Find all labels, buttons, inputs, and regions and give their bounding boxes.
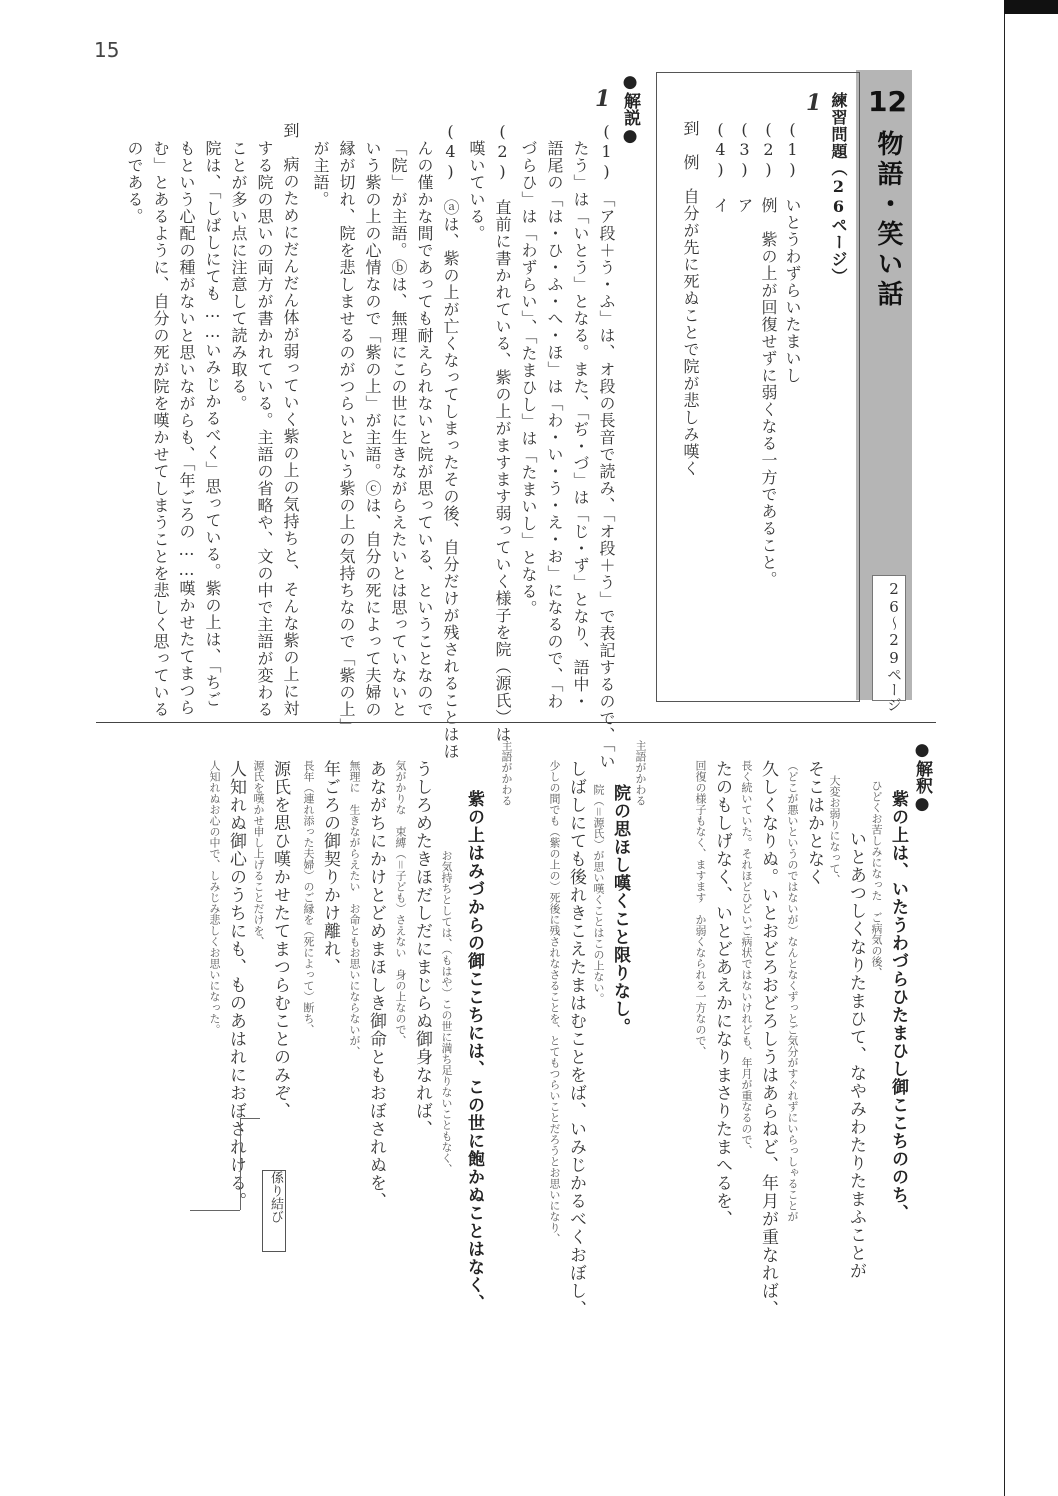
practice-number: 1	[806, 90, 822, 116]
kaishaku-gloss: 長年（連れ添った夫婦）のご縁を（死によって）断ち、	[302, 760, 315, 1035]
kaishaku-text-line: そこはかとなく	[804, 760, 824, 886]
subject-change-tag: 主語がかわる	[500, 740, 513, 806]
kaishaku-heading: ●解釈●	[912, 740, 932, 814]
kaishaku-text-line: あながちにかけとどめまほしき御命ともおぼされぬを、	[366, 760, 386, 1210]
kaishaku-gloss: お気持ちとしては、（もはや）この世に満ち足りないこともなく、	[440, 850, 453, 1175]
kaishaku-gloss: 長く続いていた。それほどひどいご病状ではないけれども、年月が重なるので、	[740, 760, 753, 1156]
kakari-musubi-label: 係り結び	[262, 1170, 286, 1252]
kaisetsu-line: む」とあるように、自分の死が院を嘆かせてしまうことを悲しく思っている	[151, 140, 170, 718]
kaisetsu-line: 「院」が主語。ⓑは、無理にこの世に生きながらえたいとは思っていないと	[389, 140, 408, 718]
scan-edge-top	[1004, 0, 1058, 14]
kaishaku-text-line: しばしにても後れきこえたまはむことをば、いみじかるべくおぼし、	[566, 760, 586, 1318]
kaisetsu-line: 語尾の「は・ひ・ふ・へ・ほ」は「わ・い・う・え・お」になるので、「わ	[545, 140, 564, 710]
chapter-number: 12	[868, 85, 907, 118]
answer-line-4: (4) イ	[711, 120, 730, 214]
scan-edge	[1004, 0, 1058, 1496]
kaisetsu-line: 到 病のためにだんだん体が弱っていく紫の上の気持ちと、そんな紫の上に対	[281, 122, 300, 717]
kakari-connector	[240, 1118, 260, 1119]
chapter-pages: 26〜29ページ	[872, 575, 906, 701]
kaisetsu-line: ことが多い点に注意して読み取る。	[229, 140, 248, 412]
kaisetsu-line: 院は、「しばしにても……いみじかるべく」思っている。紫の上は、「ちご	[203, 140, 222, 708]
kaisetsu-line: いう紫の上の心情なので「紫の上」が主語。ⓒは、自分の死によって夫婦の	[363, 140, 382, 718]
kaisetsu-line: 嘆いている。	[467, 140, 486, 242]
kaishaku-gloss: 無理に 生きながらえたい お命ともお思いにならないが、	[348, 760, 361, 1057]
kaishaku-text-line: 紫の上は、いたうわづらひたまひし御ここちののち、	[888, 790, 908, 1222]
kaishaku-text-line: 年ごろの御契りかけ離れ、	[320, 760, 340, 976]
practice-heading: 練習問題（26ページ）	[829, 92, 848, 285]
kaisetsu-line: づらひ」は「わずらい」、「たまひし」は「たまいし」となる。	[519, 140, 538, 617]
answer-line-1: (1) いとうわずらいたまいし	[783, 120, 802, 384]
kaishaku-text-line: 紫の上はみづからの御ここちには、この世に飽かぬことはなく、	[464, 790, 484, 1312]
kaisetsu-line: んの僅かな間であっても耐えられないと院が思っている、ということなので	[415, 140, 434, 718]
kakari-connector	[240, 1118, 241, 1210]
kaishaku-text-line: 源氏を思ひ嘆かせたてまつらむことのみぞ、	[270, 760, 290, 1120]
answer-line-3: (3) ア	[735, 120, 754, 214]
kaishaku-text-line: 人知れぬ御心のうちにも、ものあはれにおぼされける。	[226, 760, 246, 1210]
kaishaku-gloss: 回復の様子もなく、ますます か弱くなられる一方なので、	[694, 760, 707, 1057]
page-number: 15	[94, 38, 120, 62]
kaishaku-gloss: 院（＝源氏）が思い嘆くことはこの上ない。	[592, 784, 605, 1004]
kaishaku-gloss: 大変お弱りになって、	[828, 775, 841, 885]
kaishaku-text-line: 久しくなりぬ。いとおどろおどろしうはあらねど、年月が重なれば、	[758, 760, 778, 1318]
kaishaku-gloss: 少しの間でも（紫の上の）死後に残されなさることを、とてもつらいことだろうとお思いになり、	[548, 760, 561, 1244]
answer-line-5: 到 例 自分が先に死ぬことで院が悲しみ嘆く	[681, 120, 700, 477]
kaisetsu-line: (2) 直前に書かれている、紫の上がますます弱っていく様子を院（源氏）は	[493, 122, 512, 743]
kaisetsu-line: する院の思いの両方が書かれている。主語の省略や、文の中で主語が変わる	[255, 140, 274, 718]
chapter-title: 物語・笑い話	[873, 130, 903, 310]
answer-line-2: (2) 例 紫の上が回復せずに弱くなる一方であること。	[759, 120, 778, 588]
kaishaku-gloss: 源氏を嘆かせ申し上げることだけを、	[252, 760, 265, 947]
kaisetsu-heading: ●解説●	[620, 72, 640, 146]
kaishaku-text-line: たのもしげなく、いとどあえかになりまさりたまへるを、	[712, 760, 732, 1228]
section-divider	[96, 722, 936, 723]
kaisetsu-line: (1) 「ア段＋う・ふ」は、オ段の長音で読み、「オ段＋う」で表記するので、「い	[597, 122, 616, 770]
kaishaku-gloss: 気がかりな 束縛（＝子ども）さえない 身の上なので、	[394, 760, 407, 1046]
subject-change-tag: 主語がかわる	[634, 740, 647, 806]
kaishaku-gloss: （どこが悪いというのではないが）なんとなくずっとご気分がすぐれずにいらっしゃることが	[786, 760, 799, 1222]
kaisetsu-line: もという心配の種がないと思いながらも、「年ごろの……嘆かせたてまつら	[177, 140, 196, 716]
kaisetsu-number: 1	[595, 86, 611, 112]
kaishaku-text-line: 院の思ほし嘆くこと限りなし。	[610, 784, 630, 1036]
kaishaku-gloss: 人知れぬお心の中で、しみじみ悲しくお思いになった。	[208, 760, 221, 1035]
kaisetsu-line: (4) ⓐは、紫の上が亡くなってしまったその後、自分だけが残されることはほ	[441, 122, 460, 760]
kaisetsu-line: が主語。	[311, 140, 330, 208]
kaishaku-gloss: ひどくお苦しみになった ご病気の後、	[870, 780, 883, 978]
kaisetsu-line: 縁が切れ、院を悲しませるのがつらいという紫の上の気持ちなので「紫の上」	[337, 140, 356, 735]
kaisetsu-line: たう」は「いとう」となる。また、「ぢ・づ」は「じ・ず」となり、語中・	[571, 140, 590, 710]
kaishaku-text-line: いとあつしくなりたまひて、なやみわたりたまふことが	[846, 830, 866, 1280]
kaisetsu-line: のである。	[125, 140, 144, 225]
kaishaku-text-line: うしろめたきほだしだにまじらぬ御身なれば、	[412, 760, 432, 1138]
kakari-connector	[190, 1210, 240, 1211]
